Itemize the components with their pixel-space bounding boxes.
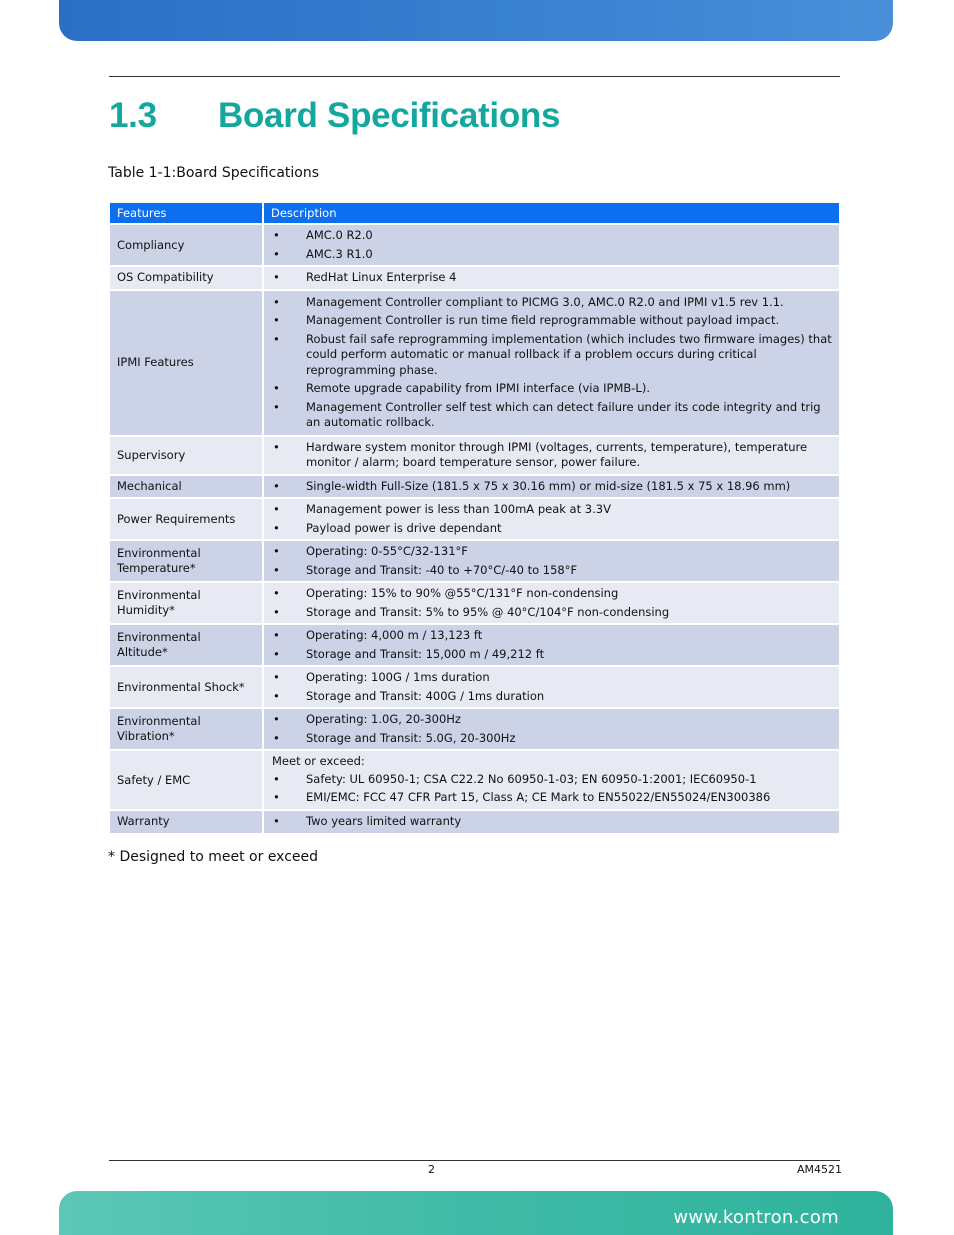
description-cell — [263, 540, 840, 582]
table-body — [109, 224, 840, 834]
table-row — [109, 624, 840, 666]
section-number: 1.3 — [109, 96, 157, 135]
bullet-list — [272, 628, 832, 662]
bullet-list — [272, 479, 832, 495]
feature-cell: OS Compatibility — [109, 266, 263, 290]
footer-band — [59, 1191, 893, 1235]
table-header-row — [109, 202, 840, 224]
bullet-list — [272, 544, 832, 578]
bullet-list — [272, 502, 832, 536]
description-cell — [263, 475, 840, 499]
feature-cell: Supervisory — [109, 436, 263, 475]
feature-cell: Environmental Shock* — [109, 666, 263, 708]
table-row — [109, 266, 840, 290]
table-caption: Table 1-1:Board Specifications — [108, 165, 320, 181]
table-row — [109, 810, 840, 834]
bullet-list — [272, 712, 832, 746]
list-item: • Operating: 1.0G, 20-300Hz — [272, 712, 832, 728]
table-row — [109, 475, 840, 499]
list-item: • Storage and Transit: -40 to +70°C/-40 to 158°F — [272, 563, 832, 579]
table-row — [109, 224, 840, 266]
feature-cell: Mechanical — [109, 475, 263, 499]
list-item: • Operating: 0-55°C/32-131°F — [272, 544, 832, 560]
list-item: • EMI/EMC: FCC 47 CFR Part 15, Class A; CE Mark to EN55022/EN55024/EN300386 — [272, 790, 832, 806]
list-item: • Storage and Transit: 15,000 m / 49,212 ft — [272, 647, 832, 663]
bullet-list — [272, 228, 832, 262]
header-rule — [109, 76, 840, 77]
list-item: • Management power is less than 100mA peak at 3.3V — [272, 502, 832, 518]
feature-cell: Environmental Vibration* — [109, 708, 263, 750]
bullet-list — [272, 772, 832, 806]
table-row — [109, 582, 840, 624]
description-cell — [263, 436, 840, 475]
list-item: • RedHat Linux Enterprise 4 — [272, 270, 832, 286]
bullet-list — [272, 586, 832, 620]
website-link[interactable]: www.kontron.com — [673, 1207, 839, 1228]
footer-rule — [109, 1160, 840, 1161]
feature-cell: Environmental Humidity* — [109, 582, 263, 624]
bullet-list — [272, 270, 832, 286]
list-item: • AMC.3 R1.0 — [272, 247, 832, 263]
column-header-features: Features — [109, 202, 263, 224]
bullet-list — [272, 670, 832, 704]
list-item: • Operating: 100G / 1ms duration — [272, 670, 832, 686]
document-id: AM4521 — [797, 1163, 843, 1176]
table-row — [109, 708, 840, 750]
feature-cell: Power Requirements — [109, 498, 263, 540]
description-cell — [263, 224, 840, 266]
description-cell — [263, 624, 840, 666]
bullet-list — [272, 295, 832, 431]
table-row — [109, 436, 840, 475]
section-title: Board Specifications — [218, 96, 561, 135]
description-cell — [263, 498, 840, 540]
description-intro: Meet or exceed: — [272, 754, 365, 769]
description-cell — [263, 708, 840, 750]
description-cell — [263, 266, 840, 290]
list-item: • Storage and Transit: 5% to 95% @ 40°C/104°F non-condensing — [272, 605, 832, 621]
list-item: • Management Controller compliant to PICMG 3.0, AMC.0 R2.0 and IPMI v1.5 rev 1.1. — [272, 295, 832, 311]
list-item: • Storage and Transit: 5.0G, 20-300Hz — [272, 731, 832, 747]
footnote: * Designed to meet or exceed — [108, 849, 319, 865]
list-item: • Storage and Transit: 400G / 1ms duration — [272, 689, 832, 705]
page-number: 2 — [428, 1163, 435, 1176]
description-cell — [263, 750, 840, 810]
table-row — [109, 290, 840, 436]
table-row — [109, 666, 840, 708]
list-item: • Single-width Full-Size (181.5 x 75 x 30.16 mm) or mid-size (181.5 x 75 x 18.96 mm) — [272, 479, 832, 495]
list-item: • Remote upgrade capability from IPMI interface (via IPMB-L). — [272, 381, 832, 397]
description-cell — [263, 666, 840, 708]
table-row — [109, 540, 840, 582]
list-item: • Two years limited warranty — [272, 814, 832, 830]
feature-cell: IPMI Features — [109, 290, 263, 436]
list-item: • AMC.0 R2.0 — [272, 228, 832, 244]
list-item: • Robust fail safe reprogramming implementation (which includes two firmware images) that could perform automatic or manual rollback if a problem occurs during critical reprogramming phase. — [272, 332, 832, 379]
bullet-list — [272, 440, 832, 471]
list-item: • Management Controller is run time field reprogrammable without payload impact. — [272, 313, 832, 329]
description-cell — [263, 290, 840, 436]
header-band — [59, 0, 893, 41]
table-row — [109, 498, 840, 540]
list-item: • Management Controller self test which can detect failure under its code integrity and trig an automatic rollback. — [272, 400, 832, 431]
specifications-table — [108, 201, 841, 835]
list-item: • Hardware system monitor through IPMI (voltages, currents, temperature), temperature monitor / alarm; board temperature sensor, power failure. — [272, 440, 832, 471]
feature-cell: Warranty — [109, 810, 263, 834]
feature-cell: Safety / EMC — [109, 750, 263, 810]
list-item: • Safety: UL 60950-1; CSA C22.2 No 60950-1-03; EN 60950-1:2001; IEC60950-1 — [272, 772, 832, 788]
description-cell — [263, 810, 840, 834]
bullet-list — [272, 814, 832, 830]
feature-cell: Compliancy — [109, 224, 263, 266]
feature-cell: Environmental Temperature* — [109, 540, 263, 582]
table-row — [109, 750, 840, 810]
list-item: • Operating: 4,000 m / 13,123 ft — [272, 628, 832, 644]
description-cell — [263, 582, 840, 624]
list-item: • Payload power is drive dependant — [272, 521, 832, 537]
list-item: • Operating: 15% to 90% @55°C/131°F non-condensing — [272, 586, 832, 602]
feature-cell: Environmental Altitude* — [109, 624, 263, 666]
column-header-description: Description — [263, 202, 840, 224]
